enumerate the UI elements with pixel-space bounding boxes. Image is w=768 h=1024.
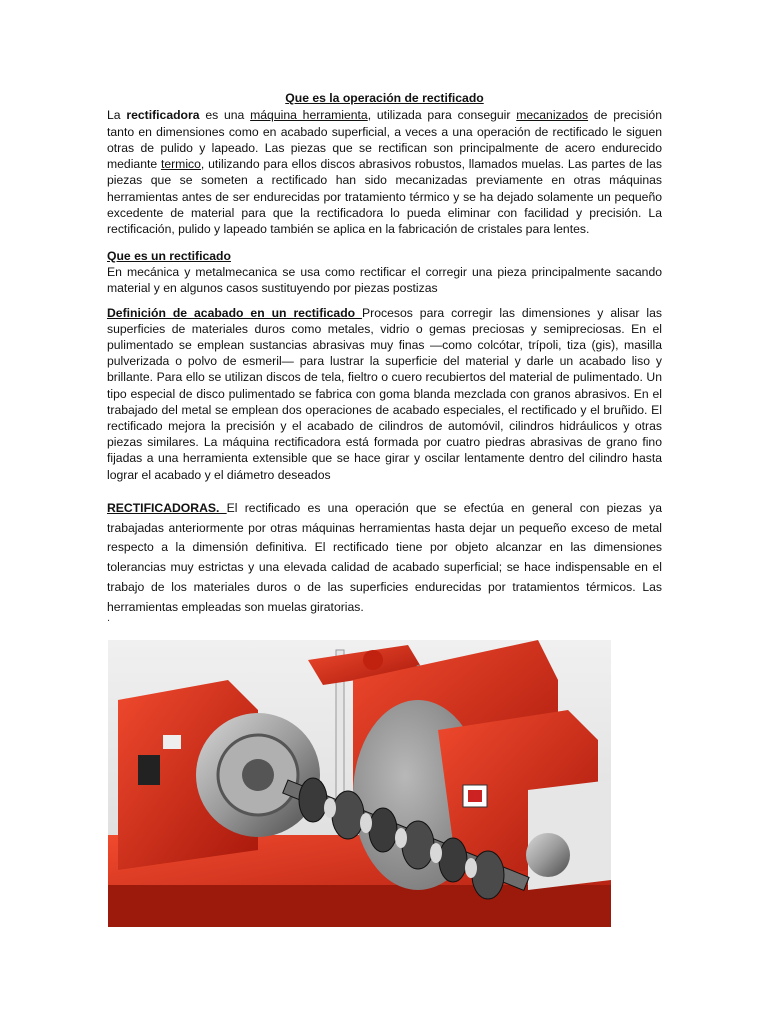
intro-text: de precisión tanto en dimensiones como en acabado superficial, a veces a una operación de rectificado le siguen otras de pulido y lapeado. Las piezas que se rectifican son principalmente de acero endurecido mediante (107, 108, 662, 172)
intro-text: es una (199, 108, 251, 123)
document-title: Que es la operación de rectificado (285, 91, 484, 105)
stray-dot: . (107, 612, 111, 624)
link-mecanizados[interactable]: mecanizados (516, 108, 589, 123)
intro-text: La (107, 108, 127, 123)
section-heading-rectificadoras: RECTIFICADORAS. (107, 500, 227, 515)
rectificadoras-text: El rectificado es una operación que se efectúa en general con piezas ya trabajadas anteriormente por otras máquinas herramientas hasta dejar un pequeño exceso de metal respecto a la dimensión definitiva. El rectificado tiene por objeto alcanzar en las dimensiones tolerancias muy estrictas y una elevada calidad de acabado superficial; se hace indispensable en el trabajo de los materiales duros o de las superficies endurecidas por tratamientos térmicos. Las herramientas empleadas son muelas giratorias. (107, 500, 662, 614)
intro-text: , utilizada para conseguir (367, 108, 517, 123)
document-body (107, 90, 662, 618)
grinding-machine-photo (108, 640, 611, 927)
intro-text: , utilizando para ellos discos abrasivos robustos, llamados muelas. Las partes de las piezas que se someten a rectificado han sido mecanizadas previamente en otras máquinas herramientas antes de ser endurecidas por tratamiento térmico y se ha dejado solamente un pequeño excedente de material para que la rectificadora lo pueda eliminar con facilidad y precisión. La rectificación, pulido y lapeado también se aplica en la fabricación de cristales para lentes. (107, 157, 662, 237)
intro-bold-term: rectificadora (126, 108, 200, 123)
que-es-paragraph: En mecánica y metalmecanica se usa como rectificar el corregir una pieza principalmente sacando material y en algunos casos sustituyendo por piezas postizas (107, 264, 662, 296)
intro-paragraph (107, 107, 662, 237)
section-heading-que-es: Que es un rectificado (107, 248, 231, 263)
definicion-paragraph (107, 305, 662, 483)
grinding-machine-illustration (108, 640, 611, 927)
definicion-text: Procesos para corregir las dimensiones y alisar las superficies de materiales duros como metales, vidrio o gemas preciosas y semipreciosas. En el pulimentado se emplean sustancias abrasivas muy finas —como colcótar, trípoli, tiza (gis), masilla pulverizada o polvo de esmeril— para lustrar la superficie del material y darle un acabado liso y brillante. Para ello se utilizan discos de tela, fieltro o cuero recubiertos del material de pulimentado. Un tipo especial de disco pulimentado se fabrica con goma blanda mezclada con granos abrasivos. En el trabajado del metal se emplean dos operaciones de acabado especiales, el rectificado y el bruñido. El rectificado mejora la precisión y el acabado de cilindros de automóvil, cilindros hidráulicos y otras piezas similares. La máquina rectificadora está formada por cuatro piedras abrasivas de grano fino fijadas a una herramienta extensible que se hace girar y oscilar lentamente dentro del cilindro hasta lograr el acabado y el diámetro deseados (107, 305, 662, 482)
section-heading-definicion: Definición de acabado en un rectificado (107, 305, 363, 320)
link-termico[interactable]: termico (160, 157, 201, 172)
link-maquina-herramienta[interactable]: máquina herramienta (250, 108, 368, 123)
rectificadoras-paragraph (107, 499, 662, 618)
